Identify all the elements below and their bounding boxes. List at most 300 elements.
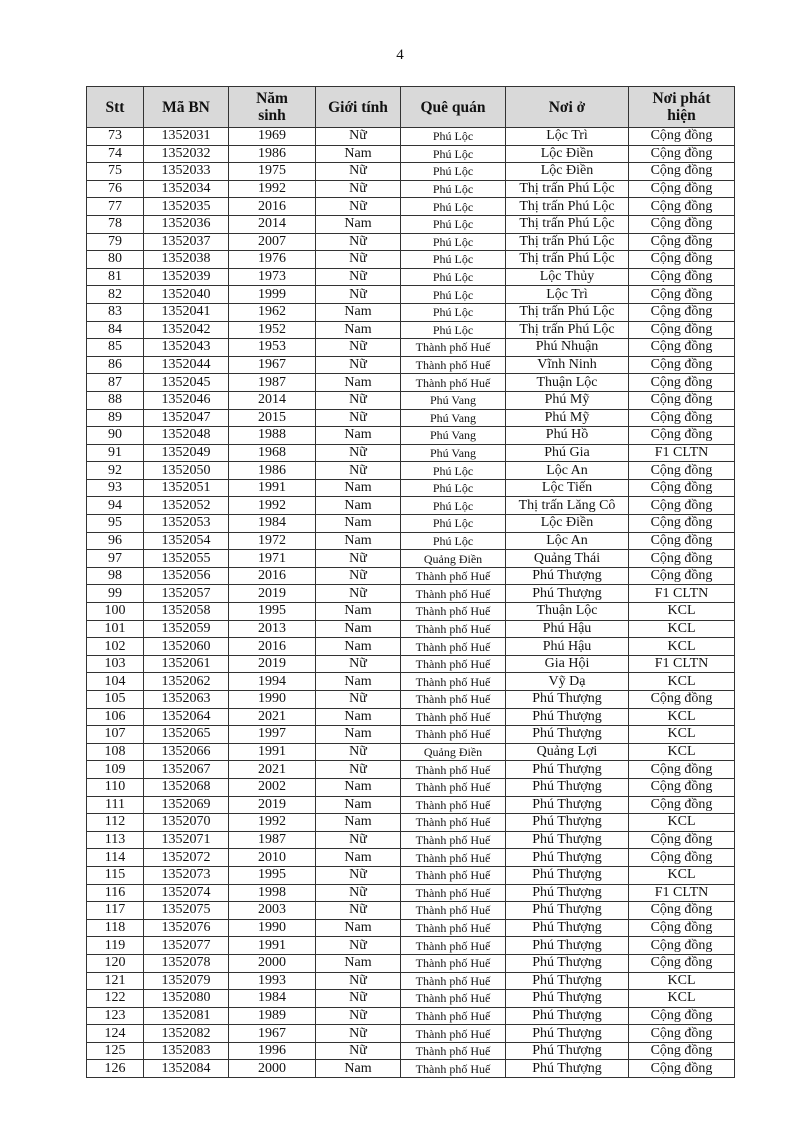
cell-noi-o: Thị trấn Lăng Cô [506,497,629,515]
cell-noi-o: Phú Hậu [506,620,629,638]
table-row [87,866,735,884]
cell-nam-sinh: 1992 [229,180,316,198]
cell-nam-sinh: 1976 [229,251,316,269]
cell-nam-sinh: 2013 [229,620,316,638]
cell-gioi-tinh: Nam [316,849,401,867]
cell-ma-bn: 1352078 [144,954,229,972]
cell-noi-o: Phú Thượng [506,1007,629,1025]
cell-stt: 125 [87,1042,144,1060]
cell-que-quan: Thành phố Huế [401,603,506,621]
cell-nam-sinh: 1992 [229,814,316,832]
cell-noi-phat-hien: KCL [629,814,735,832]
cell-que-quan: Thành phố Huế [401,902,506,920]
cell-stt: 74 [87,145,144,163]
cell-que-quan: Thành phố Huế [401,831,506,849]
cell-nam-sinh: 1997 [229,726,316,744]
cell-ma-bn: 1352084 [144,1060,229,1078]
cell-nam-sinh: 2000 [229,1060,316,1078]
cell-gioi-tinh: Nam [316,215,401,233]
cell-que-quan: Phú Lộc [401,180,506,198]
cell-noi-phat-hien: Cộng đồng [629,409,735,427]
table-row [87,673,735,691]
cell-nam-sinh: 1984 [229,990,316,1008]
cell-noi-phat-hien: Cộng đồng [629,567,735,585]
cell-gioi-tinh: Nam [316,673,401,691]
table-row [87,884,735,902]
cell-noi-phat-hien: Cộng đồng [629,251,735,269]
cell-gioi-tinh: Nữ [316,339,401,357]
cell-stt: 101 [87,620,144,638]
cell-nam-sinh: 1988 [229,427,316,445]
cell-ma-bn: 1352060 [144,638,229,656]
cell-gioi-tinh: Nữ [316,163,401,181]
cell-gioi-tinh: Nam [316,708,401,726]
table-row [87,163,735,181]
cell-noi-o: Thị trấn Phú Lộc [506,198,629,216]
cell-gioi-tinh: Nữ [316,937,401,955]
cell-stt: 102 [87,638,144,656]
table-row [87,691,735,709]
cell-nam-sinh: 2019 [229,655,316,673]
cell-noi-phat-hien: Cộng đồng [629,796,735,814]
table-body [87,128,735,1078]
cell-nam-sinh: 2002 [229,778,316,796]
cell-que-quan: Phú Lộc [401,286,506,304]
cell-noi-o: Lộc An [506,532,629,550]
cell-nam-sinh: 1995 [229,866,316,884]
table-row [87,902,735,920]
cell-noi-phat-hien: Cộng đồng [629,691,735,709]
cell-ma-bn: 1352062 [144,673,229,691]
cell-que-quan: Thành phố Huế [401,585,506,603]
cell-que-quan: Thành phố Huế [401,567,506,585]
cell-gioi-tinh: Nữ [316,761,401,779]
cell-noi-o: Vĩnh Ninh [506,356,629,374]
cell-que-quan: Phú Vang [401,409,506,427]
table-row [87,128,735,146]
cell-noi-o: Phú Thượng [506,1060,629,1078]
cell-gioi-tinh: Nữ [316,866,401,884]
table-row [87,726,735,744]
cell-nam-sinh: 2016 [229,567,316,585]
table-row [87,180,735,198]
cell-ma-bn: 1352042 [144,321,229,339]
cell-ma-bn: 1352047 [144,409,229,427]
cell-stt: 106 [87,708,144,726]
cell-stt: 107 [87,726,144,744]
cell-ma-bn: 1352075 [144,902,229,920]
cell-stt: 114 [87,849,144,867]
table-row [87,990,735,1008]
cell-noi-o: Gia Hội [506,655,629,673]
cell-noi-o: Phú Thượng [506,902,629,920]
cell-ma-bn: 1352048 [144,427,229,445]
cell-noi-o: Thị trấn Phú Lộc [506,303,629,321]
cell-noi-phat-hien: Cộng đồng [629,339,735,357]
cell-gioi-tinh: Nữ [316,198,401,216]
cell-ma-bn: 1352068 [144,778,229,796]
cell-ma-bn: 1352040 [144,286,229,304]
table-row [87,409,735,427]
table-row [87,761,735,779]
cell-nam-sinh: 1967 [229,1025,316,1043]
cell-noi-o: Thị trấn Phú Lộc [506,180,629,198]
cell-nam-sinh: 1999 [229,286,316,304]
cell-noi-phat-hien: Cộng đồng [629,831,735,849]
cell-noi-phat-hien: Cộng đồng [629,268,735,286]
cell-gioi-tinh: Nam [316,954,401,972]
cell-que-quan: Thành phố Huế [401,919,506,937]
cell-noi-phat-hien: Cộng đồng [629,233,735,251]
cell-noi-phat-hien: Cộng đồng [629,550,735,568]
cell-stt: 119 [87,937,144,955]
cell-stt: 86 [87,356,144,374]
cell-noi-phat-hien: KCL [629,620,735,638]
cell-ma-bn: 1352067 [144,761,229,779]
cell-que-quan: Phú Lộc [401,163,506,181]
cell-que-quan: Phú Lộc [401,215,506,233]
cell-stt: 95 [87,515,144,533]
cell-ma-bn: 1352077 [144,937,229,955]
cell-ma-bn: 1352035 [144,198,229,216]
cell-que-quan: Thành phố Huế [401,990,506,1008]
cell-noi-phat-hien: KCL [629,603,735,621]
table-row [87,1060,735,1078]
cell-nam-sinh: 1990 [229,919,316,937]
cell-que-quan: Thành phố Huế [401,691,506,709]
cell-ma-bn: 1352055 [144,550,229,568]
cell-noi-phat-hien: KCL [629,743,735,761]
cell-nam-sinh: 1975 [229,163,316,181]
cell-que-quan: Thành phố Huế [401,708,506,726]
cell-gioi-tinh: Nữ [316,286,401,304]
cell-ma-bn: 1352057 [144,585,229,603]
cell-ma-bn: 1352059 [144,620,229,638]
cell-ma-bn: 1352069 [144,796,229,814]
cell-nam-sinh: 1992 [229,497,316,515]
cell-gioi-tinh: Nam [316,919,401,937]
cell-gioi-tinh: Nữ [316,409,401,427]
cell-noi-o: Phú Thượng [506,814,629,832]
cell-noi-phat-hien: Cộng đồng [629,128,735,146]
cell-nam-sinh: 1994 [229,673,316,691]
cell-gioi-tinh: Nam [316,145,401,163]
cell-noi-phat-hien: KCL [629,726,735,744]
cell-que-quan: Thành phố Huế [401,655,506,673]
cell-gioi-tinh: Nam [316,778,401,796]
cell-noi-phat-hien: Cộng đồng [629,374,735,392]
cell-nam-sinh: 2019 [229,796,316,814]
cell-stt: 76 [87,180,144,198]
cell-noi-o: Phú Thượng [506,691,629,709]
cell-gioi-tinh: Nữ [316,972,401,990]
cell-nam-sinh: 1968 [229,444,316,462]
cell-noi-o: Quảng Thái [506,550,629,568]
cell-stt: 97 [87,550,144,568]
cell-ma-bn: 1352065 [144,726,229,744]
cell-stt: 113 [87,831,144,849]
cell-stt: 77 [87,198,144,216]
cell-nam-sinh: 2019 [229,585,316,603]
table-row [87,1007,735,1025]
cell-ma-bn: 1352079 [144,972,229,990]
cell-nam-sinh: 1995 [229,603,316,621]
page-number: 4 [396,47,404,63]
cell-stt: 104 [87,673,144,691]
cell-ma-bn: 1352064 [144,708,229,726]
header-que-quan: Quê quán [401,87,506,128]
cell-ma-bn: 1352066 [144,743,229,761]
cell-ma-bn: 1352041 [144,303,229,321]
cell-ma-bn: 1352058 [144,603,229,621]
cell-ma-bn: 1352046 [144,391,229,409]
cell-nam-sinh: 1991 [229,743,316,761]
cell-que-quan: Thành phố Huế [401,726,506,744]
table-row [87,603,735,621]
cell-stt: 90 [87,427,144,445]
patient-table [86,86,735,1078]
cell-noi-o: Thuận Lộc [506,374,629,392]
header-ma-bn: Mã BN [144,87,229,128]
cell-que-quan: Thành phố Huế [401,778,506,796]
cell-stt: 73 [87,128,144,146]
cell-noi-phat-hien: Cộng đồng [629,479,735,497]
cell-noi-phat-hien: Cộng đồng [629,1060,735,1078]
cell-noi-o: Phú Thượng [506,585,629,603]
cell-stt: 83 [87,303,144,321]
table-row [87,356,735,374]
table-row [87,427,735,445]
cell-que-quan: Thành phố Huế [401,673,506,691]
cell-noi-phat-hien: Cộng đồng [629,497,735,515]
cell-nam-sinh: 1998 [229,884,316,902]
cell-noi-phat-hien: Cộng đồng [629,1025,735,1043]
cell-gioi-tinh: Nữ [316,902,401,920]
cell-gioi-tinh: Nữ [316,1007,401,1025]
cell-nam-sinh: 1973 [229,268,316,286]
cell-stt: 99 [87,585,144,603]
cell-que-quan: Thành phố Huế [401,954,506,972]
cell-ma-bn: 1352052 [144,497,229,515]
cell-nam-sinh: 1993 [229,972,316,990]
cell-gioi-tinh: Nữ [316,1025,401,1043]
cell-noi-phat-hien: Cộng đồng [629,919,735,937]
cell-gioi-tinh: Nam [316,814,401,832]
cell-que-quan: Phú Lộc [401,321,506,339]
cell-nam-sinh: 1969 [229,128,316,146]
cell-noi-phat-hien: Cộng đồng [629,937,735,955]
table-row [87,972,735,990]
cell-noi-phat-hien: F1 CLTN [629,585,735,603]
cell-noi-o: Lộc Điền [506,145,629,163]
cell-ma-bn: 1352045 [144,374,229,392]
cell-ma-bn: 1352081 [144,1007,229,1025]
cell-noi-o: Thuận Lộc [506,603,629,621]
cell-stt: 100 [87,603,144,621]
table-row [87,198,735,216]
cell-nam-sinh: 1952 [229,321,316,339]
cell-nam-sinh: 1967 [229,356,316,374]
cell-stt: 81 [87,268,144,286]
cell-nam-sinh: 2016 [229,198,316,216]
cell-stt: 109 [87,761,144,779]
cell-noi-o: Lộc Tiến [506,479,629,497]
cell-stt: 78 [87,215,144,233]
table-row [87,233,735,251]
cell-noi-o: Phú Thượng [506,1025,629,1043]
cell-que-quan: Phú Lộc [401,479,506,497]
cell-stt: 85 [87,339,144,357]
cell-noi-phat-hien: Cộng đồng [629,286,735,304]
table-row [87,268,735,286]
cell-gioi-tinh: Nữ [316,251,401,269]
cell-noi-o: Phú Hồ [506,427,629,445]
table-row [87,374,735,392]
cell-gioi-tinh: Nữ [316,462,401,480]
cell-gioi-tinh: Nam [316,620,401,638]
table-row [87,444,735,462]
table-row [87,954,735,972]
cell-que-quan: Thành phố Huế [401,814,506,832]
cell-gioi-tinh: Nữ [316,356,401,374]
cell-noi-phat-hien: Cộng đồng [629,427,735,445]
cell-noi-o: Phú Nhuận [506,339,629,357]
cell-ma-bn: 1352072 [144,849,229,867]
cell-noi-phat-hien: Cộng đồng [629,532,735,550]
cell-noi-phat-hien: Cộng đồng [629,356,735,374]
table-row [87,585,735,603]
table-row [87,796,735,814]
cell-nam-sinh: 1972 [229,532,316,550]
header-nam-sinh: Năm sinh [229,87,316,128]
cell-stt: 124 [87,1025,144,1043]
cell-noi-phat-hien: KCL [629,708,735,726]
cell-stt: 111 [87,796,144,814]
cell-ma-bn: 1352070 [144,814,229,832]
cell-noi-o: Phú Thượng [506,849,629,867]
cell-nam-sinh: 1987 [229,374,316,392]
cell-noi-phat-hien: Cộng đồng [629,198,735,216]
cell-nam-sinh: 2021 [229,761,316,779]
table-row [87,215,735,233]
cell-stt: 103 [87,655,144,673]
cell-stt: 94 [87,497,144,515]
cell-noi-o: Phú Thượng [506,761,629,779]
cell-stt: 116 [87,884,144,902]
table-row [87,462,735,480]
cell-gioi-tinh: Nam [316,479,401,497]
cell-gioi-tinh: Nam [316,374,401,392]
cell-noi-o: Phú Mỹ [506,391,629,409]
cell-gioi-tinh: Nam [316,726,401,744]
cell-nam-sinh: 1996 [229,1042,316,1060]
cell-que-quan: Phú Lộc [401,268,506,286]
cell-stt: 123 [87,1007,144,1025]
cell-noi-o: Phú Thượng [506,1042,629,1060]
cell-que-quan: Phú Vang [401,444,506,462]
cell-nam-sinh: 2014 [229,215,316,233]
cell-noi-o: Phú Thượng [506,866,629,884]
cell-noi-phat-hien: Cộng đồng [629,163,735,181]
cell-que-quan: Thành phố Huế [401,1007,506,1025]
cell-que-quan: Phú Vang [401,427,506,445]
table-row [87,145,735,163]
cell-stt: 91 [87,444,144,462]
table-row [87,743,735,761]
header-gioi-tinh: Giới tính [316,87,401,128]
table-row [87,778,735,796]
cell-que-quan: Phú Vang [401,391,506,409]
table-row [87,251,735,269]
cell-ma-bn: 1352050 [144,462,229,480]
cell-ma-bn: 1352038 [144,251,229,269]
cell-gioi-tinh: Nữ [316,233,401,251]
table-row [87,567,735,585]
cell-noi-o: Phú Thượng [506,726,629,744]
table-row [87,655,735,673]
cell-noi-o: Phú Thượng [506,567,629,585]
cell-gioi-tinh: Nam [316,603,401,621]
cell-que-quan: Quảng Điền [401,743,506,761]
cell-nam-sinh: 2015 [229,409,316,427]
cell-stt: 87 [87,374,144,392]
table-row [87,321,735,339]
cell-nam-sinh: 1953 [229,339,316,357]
cell-ma-bn: 1352033 [144,163,229,181]
cell-ma-bn: 1352034 [144,180,229,198]
cell-noi-phat-hien: Cộng đồng [629,303,735,321]
cell-que-quan: Thành phố Huế [401,849,506,867]
cell-stt: 110 [87,778,144,796]
cell-gioi-tinh: Nữ [316,128,401,146]
cell-que-quan: Thành phố Huế [401,796,506,814]
header-stt: Stt [87,87,144,128]
cell-noi-phat-hien: Cộng đồng [629,761,735,779]
cell-ma-bn: 1352083 [144,1042,229,1060]
table-row [87,708,735,726]
cell-que-quan: Thành phố Huế [401,972,506,990]
cell-ma-bn: 1352076 [144,919,229,937]
table-row [87,919,735,937]
cell-noi-o: Phú Thượng [506,796,629,814]
cell-gioi-tinh: Nam [316,638,401,656]
cell-que-quan: Thành phố Huế [401,1025,506,1043]
cell-noi-phat-hien: Cộng đồng [629,902,735,920]
cell-noi-o: Lộc Thủy [506,268,629,286]
table-row [87,831,735,849]
cell-ma-bn: 1352053 [144,515,229,533]
cell-ma-bn: 1352043 [144,339,229,357]
cell-gioi-tinh: Nam [316,321,401,339]
cell-que-quan: Phú Lộc [401,303,506,321]
cell-que-quan: Thành phố Huế [401,620,506,638]
cell-gioi-tinh: Nữ [316,391,401,409]
table-row [87,515,735,533]
cell-nam-sinh: 1990 [229,691,316,709]
cell-noi-phat-hien: Cộng đồng [629,462,735,480]
cell-que-quan: Phú Lộc [401,128,506,146]
cell-stt: 120 [87,954,144,972]
cell-que-quan: Thành phố Huế [401,1060,506,1078]
cell-stt: 118 [87,919,144,937]
header-noi-phat-hien: Nơi phát hiện [629,87,735,128]
cell-que-quan: Phú Lộc [401,515,506,533]
cell-noi-o: Lộc Điền [506,515,629,533]
cell-gioi-tinh: Nam [316,497,401,515]
cell-stt: 79 [87,233,144,251]
cell-noi-phat-hien: Cộng đồng [629,778,735,796]
cell-nam-sinh: 1984 [229,515,316,533]
